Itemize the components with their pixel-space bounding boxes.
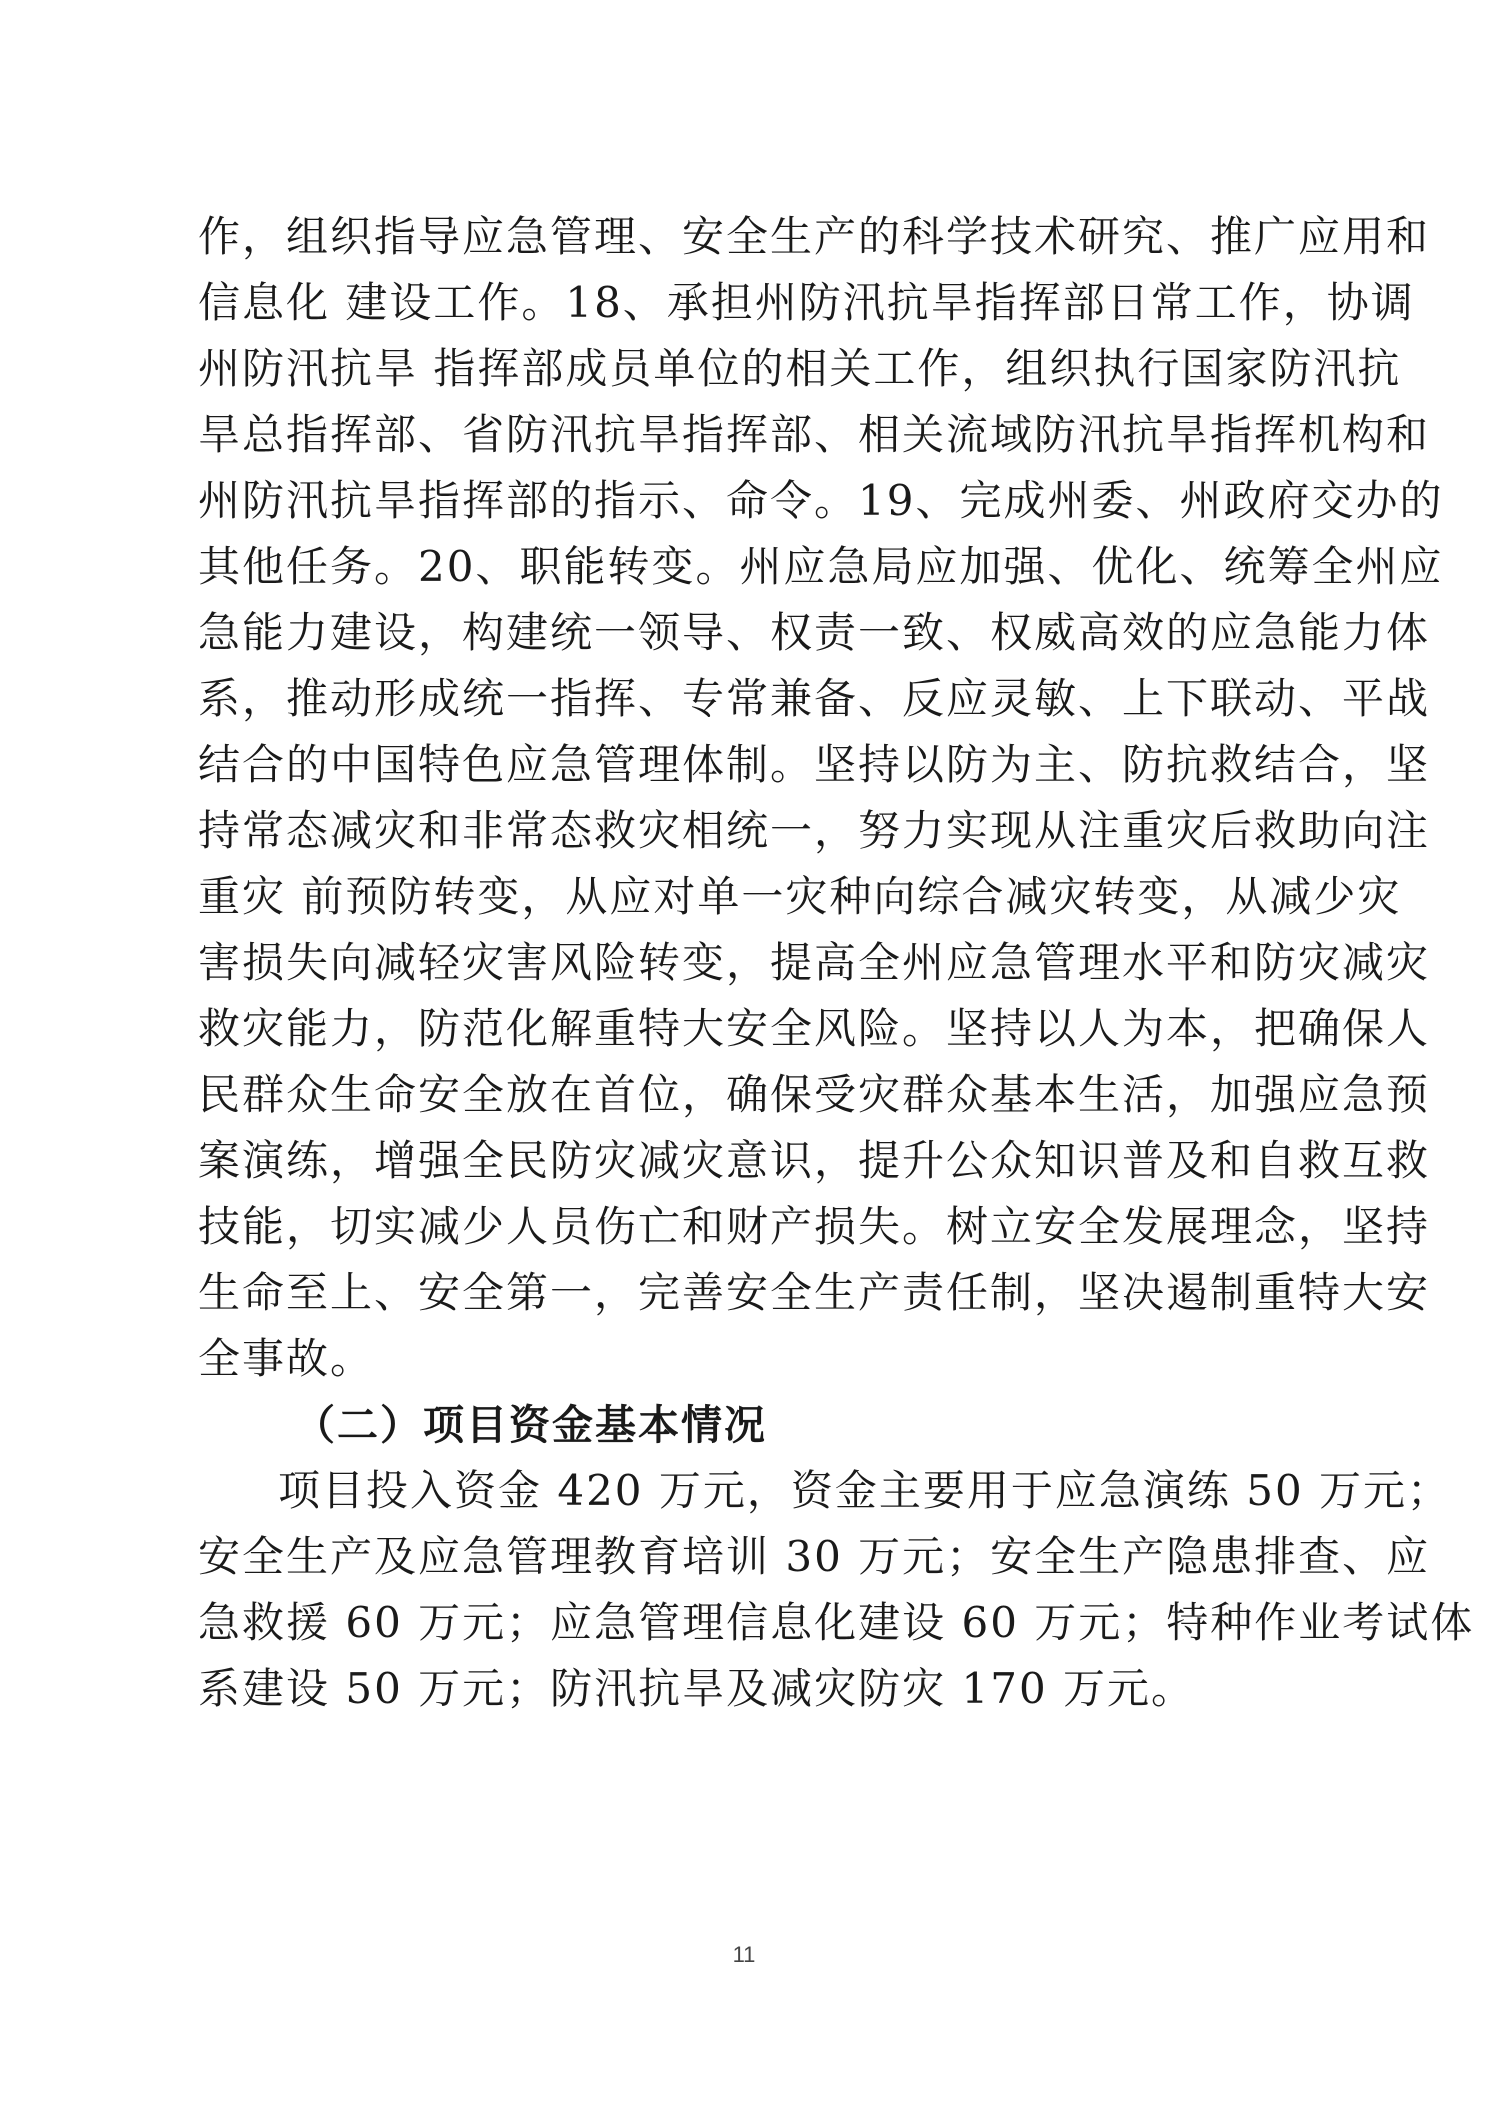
paragraph-1-line: 民群众生命安全放在首位，确保受灾群众基本生活，加强应急预 — [198, 1070, 1431, 1119]
paragraph-1-line: 信息化 建设工作。18、承担州防汛抗旱指挥部日常工作，协调 — [198, 278, 1415, 327]
paragraph-2-line: 项目投入资金 420 万元，资金主要用于应急演练 50 万元； — [278, 1466, 1452, 1515]
paragraph-1-line: 技能，切实减少人员伤亡和财产损失。树立安全发展理念，坚持 — [198, 1202, 1431, 1251]
paragraph-1-line: 全事故。 — [198, 1334, 375, 1383]
paragraph-1-line: 其他任务。20、职能转变。州应急局应加强、优化、统筹全州应 — [198, 542, 1444, 591]
paragraph-1-line: 重灾 前预防转变，从应对单一灾种向综合减灾转变，从减少灾 — [198, 872, 1402, 921]
paragraph-1-line: 旱总指挥部、省防汛抗旱指挥部、相关流域防汛抗旱指挥机构和 — [198, 410, 1431, 459]
paragraph-1-line: 急能力建设，构建统一领导、权责一致、权威高效的应急能力体 — [198, 608, 1431, 657]
paragraph-1-line: 系，推动形成统一指挥、专常兼备、反应灵敏、上下联动、平战 — [198, 674, 1431, 723]
paragraph-1-line: 救灾能力，防范化解重特大安全风险。坚持以人为本，把确保人 — [198, 1004, 1431, 1053]
page-number: 11 — [732, 1942, 756, 1967]
paragraph-1-line: 害损失向减轻灾害风险转变，提高全州应急管理水平和防灾减灾 — [198, 938, 1431, 987]
paragraph-1-line: 案演练，增强全民防灾减灾意识，提升公众知识普及和自救互救 — [198, 1136, 1431, 1185]
paragraph-2-line: 急救援 60 万元；应急管理信息化建设 60 万元；特种作业考试体 — [198, 1598, 1475, 1647]
paragraph-2-line: 安全生产及应急管理教育培训 30 万元；安全生产隐患排查、应 — [198, 1532, 1431, 1581]
paragraph-2-line: 系建设 50 万元；防汛抗旱及减灾防灾 170 万元。 — [198, 1664, 1196, 1713]
section-heading: （二）项目资金基本情况 — [294, 1401, 767, 1449]
paragraph-1-line: 持常态减灾和非常态救灾相统一，努力实现从注重灾后救助向注 — [198, 806, 1431, 855]
paragraph-1-line: 作，组织指导应急管理、安全生产的科学技术研究、推广应用和 — [198, 212, 1431, 261]
paragraph-1-line: 州防汛抗旱 指挥部成员单位的相关工作，组织执行国家防汛抗 — [198, 344, 1402, 393]
paragraph-1-line: 生命至上、安全第一，完善安全生产责任制，坚决遏制重特大安 — [198, 1268, 1431, 1317]
paragraph-1-line: 结合的中国特色应急管理体制。坚持以防为主、防抗救结合，坚 — [198, 740, 1431, 789]
paragraph-1-line: 州防汛抗旱指挥部的指示、命令。19、完成州委、州政府交办的 — [198, 476, 1444, 525]
